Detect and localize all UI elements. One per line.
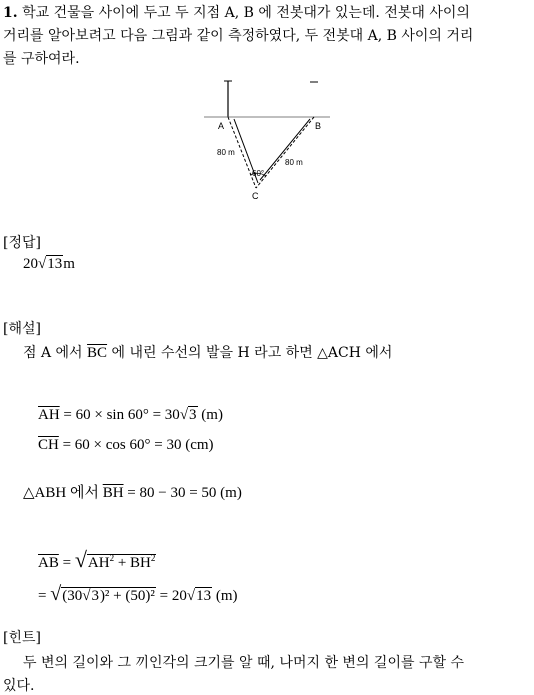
answer-value: 20√13m xyxy=(23,256,75,272)
answer-unit: m xyxy=(63,256,75,272)
eq-ab-line2-equals: = xyxy=(38,588,47,604)
problem-text-3: 를 구하여라. xyxy=(3,51,80,67)
problem-number: 1. xyxy=(3,5,18,21)
eq-bh-pre: △ABH 에서 xyxy=(23,485,99,501)
eq-ab-line2-result-radicand: 13 xyxy=(196,588,212,604)
segment-bh-label: $\overline{BH}$ xyxy=(102,485,124,501)
eq-ab-sq1: 2 xyxy=(109,553,115,563)
eq-ab-sq2: 2 xyxy=(150,553,156,563)
hint-line-2: 있다. xyxy=(3,678,35,694)
solution-heading: [해설] xyxy=(3,321,41,337)
hint-line-1: 두 변의 길이와 그 끼인각의 크기를 알 때, 나머지 한 변의 길이를 구할 수 xyxy=(23,655,464,671)
eq-bh-expr: = 80 − 30 = 50 (m) xyxy=(127,485,242,501)
eq-ab-line2-result: = 20 xyxy=(159,588,187,604)
segment-ab-label: $\overline{AB}$ xyxy=(38,555,59,571)
eq-ch-expr: = 60 × cos 60° = 30 (cm) xyxy=(62,437,214,453)
answer-coef: 20 xyxy=(23,256,38,272)
segment-ah-label: $\overline{AH}$ xyxy=(38,407,60,423)
segment-ch-label: $\overline{CH}$ xyxy=(38,437,59,453)
eq-bh xyxy=(23,481,242,502)
geometry-figure xyxy=(200,75,340,205)
eq-ab-line2-part-a: (30 xyxy=(62,588,83,604)
solution-intro xyxy=(23,342,392,362)
eq-ab-line2-unit: (m) xyxy=(215,588,238,604)
answer-radicand: 13 xyxy=(47,256,63,272)
hint-heading: [힌트] xyxy=(3,630,41,646)
eq-ab-line2-radicand: (30√3)² + (50)² xyxy=(62,588,155,604)
eq-ab-line2: = √(30√3)² + (50)² = 20√13 (m) xyxy=(38,583,238,605)
label-angle: 60° xyxy=(252,169,265,178)
problem-text-1: 학교 건물을 사이에 두고 두 지점 A, B 에 전봇대가 있는데. 전봇대 사이의 xyxy=(22,5,470,21)
label-bc-length: 80 m xyxy=(285,158,303,167)
label-ac-length: 80 m xyxy=(217,148,235,157)
eq-ah-radicand: 3 xyxy=(189,407,197,423)
label-c: C xyxy=(252,191,259,201)
solution-intro-pre: 점 A 에서 xyxy=(23,345,83,361)
segment-bc-label: $\overline{BC}$ xyxy=(87,345,108,361)
eq-ah: $\overline{AH} = 60 \times \sin 60^\circ = 30√3$ (m) xyxy=(38,407,223,423)
eq-ah-unit: (m) xyxy=(201,407,223,423)
eq-ab: $\overline{AB} = √AH^2 + \overline{BH}^2$ xyxy=(38,547,156,572)
problem-text-2: 거리를 알아보려고 다음 그림과 같이 측정하였다, 두 전봇대 A, B 사이의 거리 xyxy=(3,28,474,44)
eq-ab-plus: + xyxy=(117,555,127,571)
eq-ah-expr: = 60 × sin 60° = 30 xyxy=(63,407,180,423)
answer-heading: [정답] xyxy=(3,235,41,251)
eq-ab-equals: = xyxy=(62,555,72,571)
eq-ab-line2-part-c: )² + (50)² xyxy=(99,588,155,604)
eq-ab-line2-part-b: 3 xyxy=(91,588,99,604)
eq-ab-bh: $\overline{BH}$ xyxy=(130,555,151,571)
eq-ch xyxy=(38,437,214,454)
eq-ab-radicand xyxy=(87,554,156,571)
eq-ab-ah: AH xyxy=(87,555,110,571)
problem-line-1 xyxy=(3,2,470,22)
solution-intro-post: 에 내린 수선의 발을 H 라고 하면 △ACH 에서 xyxy=(111,345,393,361)
segment-bc-solid xyxy=(260,119,310,180)
label-a: A xyxy=(218,121,225,131)
segment-bc xyxy=(256,117,314,188)
label-b: B xyxy=(315,121,322,131)
